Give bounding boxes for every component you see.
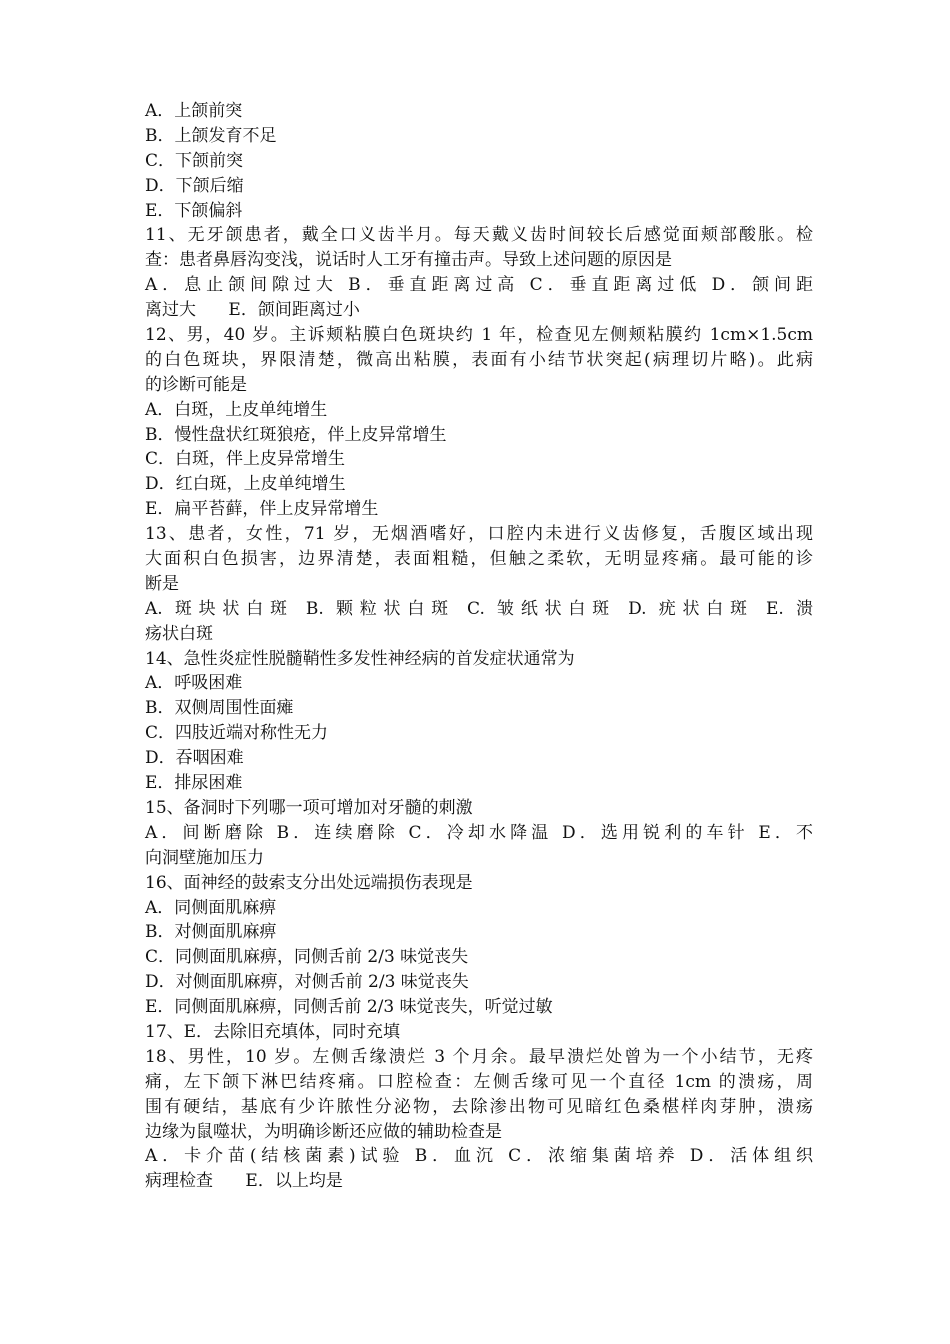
question-text-line: 的白色斑块，界限清楚，微高出粘膜，表面有小结节状突起(病理切片略)。此病: [145, 349, 813, 370]
question-text-line: 11、无牙颌患者，戴全口义齿半月。每天戴义齿时间较长后感觉面颊部酸胀。检: [145, 225, 813, 246]
question-text-line: 17、E．去除旧充填体，同时充填: [145, 1021, 401, 1042]
inline-options-line: 病理检查 E．以上均是: [145, 1171, 343, 1192]
inline-options-line: 离过大 E．颌间距离过小: [145, 300, 360, 321]
answer-option-line: A．上颌前突: [145, 101, 243, 121]
answer-option-line: E．扁平苔藓，伴上皮异常增生: [145, 499, 379, 520]
question-text-line: 痛，左下颌下淋巴结疼痛。口腔检查：左侧舌缘可见一个直径 1cm 的溃疡，周: [145, 1071, 813, 1092]
answer-option-line: D．红白斑，上皮单纯增生: [145, 474, 346, 495]
inline-options-line: A．息止颌间隙过大 B．垂直距离过高 C．垂直距离过低 D．颌间距: [145, 275, 813, 296]
question-text-line: 断是: [145, 573, 179, 594]
answer-option-line: C．四肢近端对称性无力: [145, 723, 329, 744]
inline-options-line: A．间断磨除 B．连续磨除 C．冷却水降温 D．选用锐利的车针 E．不: [145, 822, 813, 843]
answer-option-line: E．下颌偏斜: [145, 200, 243, 221]
answer-option-line: A．呼吸困难: [145, 673, 243, 694]
inline-options-line: 疡状白斑: [145, 623, 213, 644]
answer-option-line: E．排尿困难: [145, 773, 243, 794]
question-text-line: 18、男性，10 岁。左侧舌缘溃烂 3 个月余。最早溃烂处曾为一个小结节，无疼: [145, 1046, 813, 1067]
question-text-line: 查：患者鼻唇沟变浅，说话时人工牙有撞击声。导致上述问题的原因是: [145, 250, 672, 271]
answer-option-line: D．吞咽困难: [145, 748, 244, 769]
answer-option-line: D．下颌后缩: [145, 175, 244, 196]
question-text-line: 13、患者，女性，71 岁，无烟酒嗜好，口腔内未进行义齿修复，舌腹区域出现: [145, 524, 813, 545]
question-text-line: 的诊断可能是: [145, 374, 247, 395]
document-body: [145, 99, 813, 1194]
answer-option-line: E．同侧面肌麻痹，同侧舌前 2/3 味觉丧失，听觉过敏: [145, 997, 553, 1018]
question-text-line: 16、面神经的鼓索支分出处远端损伤表现是: [145, 872, 473, 893]
answer-option-line: B．对侧面肌麻痹: [145, 922, 277, 943]
question-text-line: 15、备洞时下列哪一项可增加对牙髓的刺激: [145, 797, 473, 818]
inline-options-line: 向洞壁施加压力: [145, 847, 264, 868]
answer-option-line: B．上颌发育不足: [145, 125, 277, 146]
answer-option-line: A．同侧面肌麻痹: [145, 897, 277, 918]
question-text-line: 大面积白色损害，边界清楚，表面粗糙，但触之柔软，无明显疼痛。最可能的诊: [145, 549, 813, 570]
question-text-line: 围有硬结，基底有少许脓性分泌物，去除渗出物可见暗红色桑椹样肉芽肿，溃疡: [145, 1096, 813, 1117]
inline-options-line: A. 斑块状白斑 B. 颗粒状白斑 C. 皱纸状白斑 D. 疣状白斑 E. 溃: [145, 598, 813, 619]
answer-option-line: C．白斑，伴上皮异常增生: [145, 449, 346, 470]
inline-options-line: A．卡介苗(结核菌素)试验 B．血沉 C．浓缩集菌培养 D．活体组织: [145, 1146, 813, 1167]
answer-option-line: B．慢性盘状红斑狼疮，伴上皮异常增生: [145, 424, 447, 445]
question-text-line: 14、急性炎症性脱髓鞘性多发性神经病的首发症状通常为: [145, 648, 575, 669]
answer-option-line: D．对侧面肌麻痹，对侧舌前 2/3 味觉丧失: [145, 972, 469, 993]
answer-option-line: A．白斑，上皮单纯增生: [145, 399, 328, 420]
question-text-line: 12、男，40 岁。主诉颊粘膜白色斑块约 1 年，检查见左侧颊粘膜约 1cm×1.5cm: [145, 325, 813, 346]
answer-option-line: C．下颌前突: [145, 150, 244, 171]
question-text-line: 边缘为鼠噬状，为明确诊断还应做的辅助检查是: [145, 1121, 502, 1142]
answer-option-line: B．双侧周围性面瘫: [145, 698, 294, 719]
answer-option-line: C．同侧面肌麻痹，同侧舌前 2/3 味觉丧失: [145, 947, 469, 968]
